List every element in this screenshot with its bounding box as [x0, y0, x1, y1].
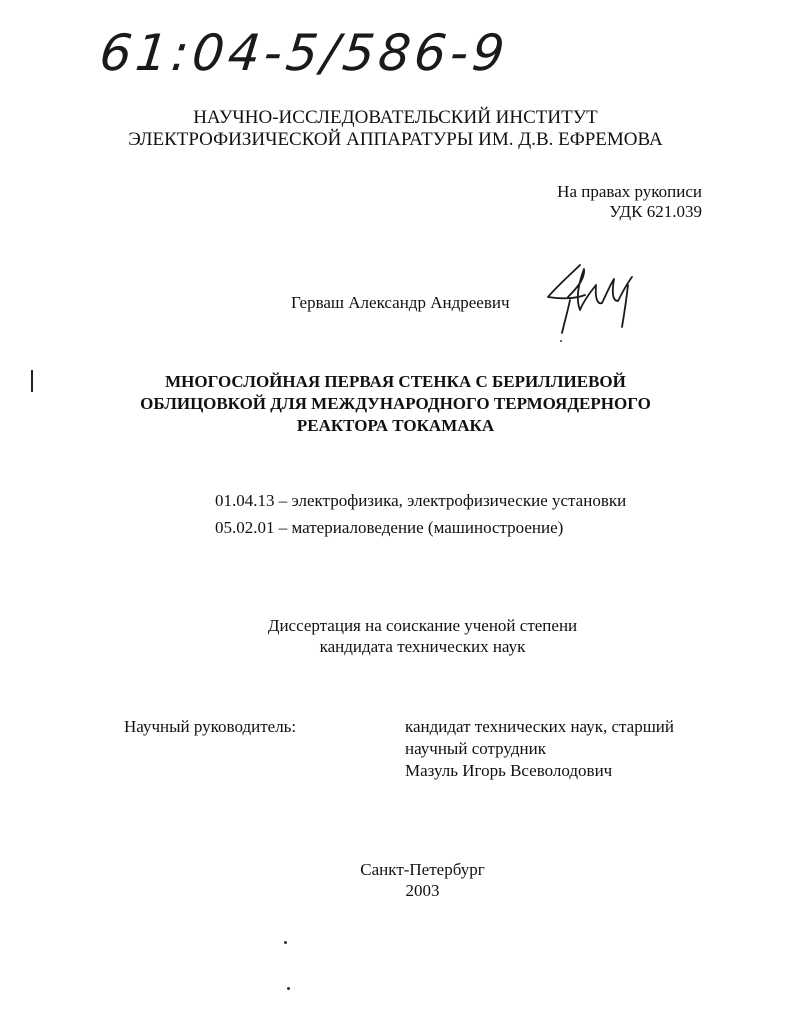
year: 2003	[405, 881, 440, 900]
institute-name-line-2: ЭЛЕКТРОФИЗИЧЕСКОЙ АППАРАТУРЫ ИМ. Д.В. ЕФРЕМОВА	[128, 129, 663, 150]
supervisor-label: Научный руководитель:	[124, 717, 297, 736]
supervisor-degree: кандидат технических наук, старший	[405, 717, 674, 736]
degree-statement-line-2: кандидата технических наук	[319, 637, 526, 656]
supervisor-name: Мазуль Игорь Всеволодович	[405, 761, 613, 780]
author-name: Герваш Александр Андреевич	[291, 293, 510, 312]
author-signature	[540, 255, 640, 345]
dissertation-title-line-3: РЕАКТОРА ТОКАМАКА	[296, 416, 495, 435]
scan-speck	[287, 987, 290, 990]
degree-statement-line-1: Диссертация на соискание ученой степени	[267, 616, 578, 635]
institute-name-line-1: НАУЧНО-ИССЛЕДОВАТЕЛЬСКИЙ ИНСТИТУТ	[193, 107, 598, 128]
scan-margin-mark	[31, 370, 33, 392]
dissertation-title-line-2: ОБЛИЦОВКОЙ ДЛЯ МЕЖДУНАРОДНОГО ТЕРМОЯДЕРНОГО	[140, 394, 651, 413]
archive-number-handwritten: 61:04-5/586-9	[96, 24, 512, 82]
dissertation-title-line-1: МНОГОСЛОЙНАЯ ПЕРВАЯ СТЕНКА С БЕРИЛЛИЕВОЙ	[165, 372, 626, 391]
scan-speck	[560, 340, 562, 342]
udk-code: УДК 621.039	[609, 202, 702, 221]
specialty-code-2: 05.02.01 – материаловедение (машиностроение)	[215, 518, 564, 537]
city: Санкт-Петербург	[360, 860, 485, 879]
manuscript-rights: На правах рукописи	[557, 182, 702, 201]
scan-speck	[284, 941, 287, 944]
specialty-code-1: 01.04.13 – электрофизика, электрофизические установки	[215, 491, 627, 510]
supervisor-position: научный сотрудник	[405, 739, 546, 758]
